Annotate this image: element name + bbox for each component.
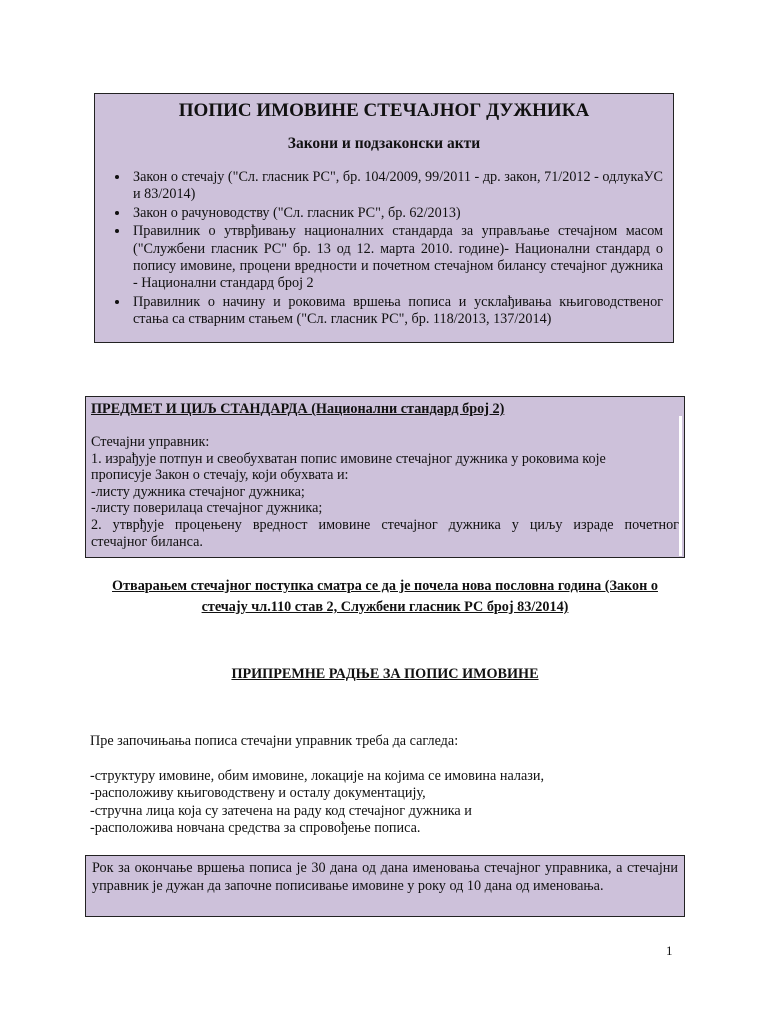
list-item: -расположива новчана средства за спровођење пописа. xyxy=(90,820,421,837)
list-item: -структуру имовине, обим имовине, локације на којима се имовина налази, xyxy=(90,768,544,784)
laws-subtitle: Закони и подзаконски акти xyxy=(287,135,481,152)
standard-line: 2. утврђује процењену вредност имовине стечајног дужника у циљу израде почетног xyxy=(91,516,679,533)
laws-box xyxy=(94,93,674,343)
preparation-intro: Пре започињања пописа стечајни управник треба да сагледа: xyxy=(90,733,459,749)
list-item: -расположиву књиговодствену и осталу документацију, xyxy=(90,785,426,802)
standard-title: ПРЕДМЕТ И ЦИЉ СТАНДАРДА (Национални стандард број 2) xyxy=(91,401,505,417)
note-line-1: Отварањем стечајног поступка сматра се да је почела нова пословна година (Закон о xyxy=(112,578,658,594)
deadline-text: Рок за окончање вршења пописа је 30 дана од дана именовања стечајног управника, а стечајни управник је дужан да започне пописивање имовине у року од 10 дана од именовања. xyxy=(92,860,678,894)
margin-bar xyxy=(679,416,682,556)
standard-line: 1. израђује потпун и свеобухватан попис имовине стечајног дужника у роковима које xyxy=(91,450,606,467)
spacer xyxy=(91,418,679,434)
preparation-list xyxy=(90,768,680,838)
business-year-note xyxy=(85,576,685,618)
page-number: 1 xyxy=(666,943,673,958)
note-line-2: стечају чл.110 став 2, Службени гласник РС број 83/2014) xyxy=(201,599,569,615)
standard-line: стечајног биланса. xyxy=(91,533,203,550)
list-item: • Закон о рачуноводству ("Сл. гласник РС", бр. 62/2013) xyxy=(130,205,663,222)
document-title: ПОПИС ИМОВИНЕ СТЕЧАЈНОГ ДУЖНИКА xyxy=(178,100,590,121)
standard-line: прописује Закон о стечају, који обухвата и: xyxy=(91,467,349,484)
standard-box xyxy=(85,396,685,558)
list-item: • Закон о стечају ("Сл. гласник РС", бр. 104/2009, 99/2011 - др. закон, 71/2012 - одлукаУС и 83/2014) xyxy=(130,169,663,204)
deadline-box xyxy=(85,855,685,917)
standard-line: Стечајни управник: xyxy=(91,434,210,450)
list-item: • Правилник о утврђивању националних стандарда за управљање стечајном масом ("Службени гласник РС" бр. 13 од 12. марта 2010. године)- Национални стандард о попису имовине, процени вредности и почетном стечајном билансу стечајног дужника - Национални стандард број 2 xyxy=(130,223,663,293)
list-item: • Правилник о начину и роковима вршења пописа и усклађивања књиговодственог стања са стварним стањем ("Сл. гласник РС", бр. 118/2013, 137/2014) xyxy=(130,294,663,329)
preparation-title: ПРИПРЕМНЕ РАДЊЕ ЗА ПОПИС ИМОВИНЕ xyxy=(231,666,539,682)
list-item: -стручна лица која су затечена на раду код стечајног дужника и xyxy=(90,802,472,819)
standard-line: -листу поверилаца стечајног дужника; xyxy=(91,500,323,517)
laws-list xyxy=(105,169,663,329)
standard-line: -листу дужника стечајног дужника; xyxy=(91,483,305,500)
